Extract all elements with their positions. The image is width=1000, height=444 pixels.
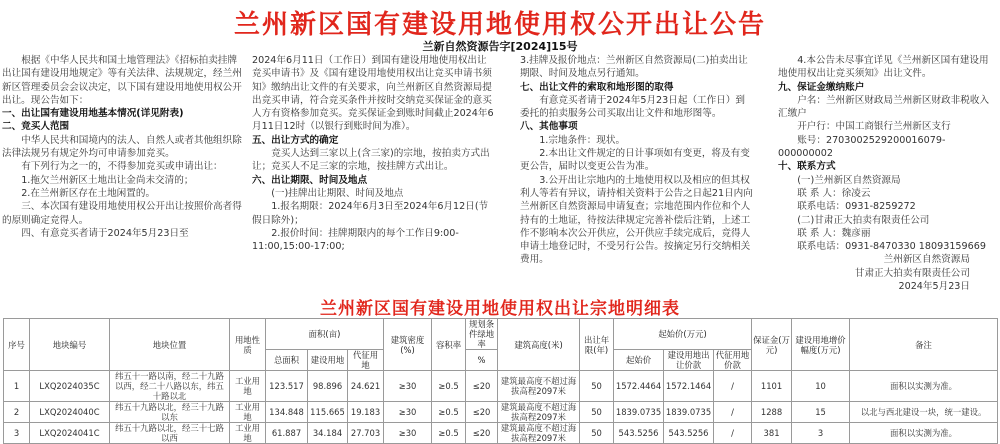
cell-note: 以北与西北建设一块，统一建设。 xyxy=(850,402,998,423)
cell-loc: 纬五十一路以南，经二十九路以西，经二十八路以东，纬五十路以北 xyxy=(110,371,230,402)
col1-paragraph: 一、出让国有建设用地基本情况(详见附表) xyxy=(2,108,184,120)
cell-code: LXQ2024041C xyxy=(30,423,110,444)
cell-use: 工业用地 xyxy=(230,371,266,402)
cell-far: ≥0.5 xyxy=(432,371,466,402)
col2-paragraph: 2024年6月11日（工作日）到国有建设用地使用权出让竞买申请书》及《国有建设用地使用权出让竞买申请书须知》缴纳出让文件的有关要求，向兰州新区自然资源局提出竞买申请，符合竞买条件并按时交纳竞买保证金的意买人方有资格参加竞买。竞买保证金到账时间截止2024年6月11日12时（以银行到账时间为准）。 xyxy=(252,55,494,133)
cell-deposit: 1288 xyxy=(752,402,792,423)
header-years: 出让年限(年) xyxy=(580,319,614,371)
col4-paragraph: 联系电话：0931-8259272 xyxy=(797,201,916,213)
col3-paragraph: 有意竞买者请于2024年5月23日起（工作日）到委托的拍卖服务公司买取出让文件和地形图等。 xyxy=(520,94,746,120)
header-area-group: 面积(亩) xyxy=(266,319,384,350)
cell-height: 建筑最高度不超过海拔高程2097米 xyxy=(498,423,580,444)
header-green: % xyxy=(466,350,498,371)
cell-use: 工业用地 xyxy=(230,423,266,444)
table-row xyxy=(4,402,998,423)
cell-far: ≥0.5 xyxy=(432,402,466,423)
col4-paragraph: 开户行：中国工商银行兰州新区支行 xyxy=(797,121,951,133)
header-note: 备注 xyxy=(850,319,998,371)
cell-far: ≥0.5 xyxy=(432,423,466,444)
cell-area-build: 34.184 xyxy=(308,423,348,444)
cell-green: ≤20 xyxy=(466,371,498,402)
cell-area-total: 134.848 xyxy=(266,402,308,423)
header-green-group: 规划条件绿地率 xyxy=(466,319,498,350)
col2-paragraph: 竞买人达到三家以上(含三家)的宗地，按拍卖方式出让；竞买人不足三家的宗地，按挂牌方式出让。 xyxy=(252,148,490,173)
col4-paragraph: 联 系 人：魏彦丽 xyxy=(797,227,871,239)
col1-paragraph: 2.在兰州新区存在土地闲置的。 xyxy=(21,187,156,199)
cell-step: 15 xyxy=(792,402,850,423)
cell-area-total: 61.887 xyxy=(266,423,308,444)
document-number: 兰新自然资源告字[2024]15号 xyxy=(422,40,578,53)
col4-paragraph: 兰州新区自然资源局 xyxy=(883,254,970,266)
col3-paragraph: 3.公开出让宗地内的土地使用权以及相应的但其权利人等若有异议，请持相关资料于公告之日起21日内向兰州新区自然资源局申请复查；宗地范围内作位和个人持有的土地证，待按法律规定完善补偿后注销，上述工作不影响本次公开供应，公开供应手续完成后，竞得人申请土地登记时，不受另行公告。按摘定另行交纳相关费用。 xyxy=(520,174,753,266)
cell-price-build: 1572.1464 xyxy=(664,371,714,402)
col4-paragraph: (一)兰州新区自然资源局 xyxy=(797,174,901,186)
header-far: 容积率 xyxy=(432,319,466,371)
col1-paragraph: 三、本次国有建设用地使用权公开出让按照价高者得的原则确定竞得人。 xyxy=(2,201,242,226)
col2-paragraph: 1.报名期限：2024年6月3日至2024年6月12日(节假日除外)； xyxy=(252,201,489,226)
cell-step: 10 xyxy=(792,371,850,402)
cell-area-build: 115.665 xyxy=(308,402,348,423)
header-height: 建筑高度(米) xyxy=(498,319,580,371)
header-use: 用地性质 xyxy=(230,319,266,371)
cell-years: 50 xyxy=(580,423,614,444)
cell-no: 2 xyxy=(4,402,30,423)
cell-height: 建筑最高度不超过海拔高程2097米 xyxy=(498,371,580,402)
cell-step: 3 xyxy=(792,423,850,444)
col3-paragraph: 2.本出让文件规定的日计事项如有变更，将及有变更公告，届时以变更公告为准。 xyxy=(520,148,750,173)
notice-column-3 xyxy=(520,54,754,267)
cell-no: 3 xyxy=(4,423,30,444)
cell-deposit: 381 xyxy=(752,423,792,444)
col1-paragraph: 二、竞买人范围 xyxy=(2,121,70,133)
header-price-road: 代征用地价款 xyxy=(714,350,752,371)
header-price-group: 起始价(万元) xyxy=(614,319,752,350)
col3-paragraph: 1.宗地条件：现状。 xyxy=(539,134,626,146)
cell-green: ≤20 xyxy=(466,402,498,423)
cell-loc: 纬五十九路以北，经三十七路以西 xyxy=(110,423,230,444)
cell-price-start: 1839.0735 xyxy=(614,402,664,423)
col4-paragraph: 联 系 人：徐凌云 xyxy=(797,187,871,199)
col2-paragraph: 2.报价时间：挂牌期限内的每个工作日9:00-11:00,15:00-17:00; xyxy=(252,227,459,253)
header-location: 地块位置 xyxy=(110,319,230,371)
col1-paragraph: 根据《中华人民共和国土地管理法》《招标拍卖挂牌出让国有建设用地规定》等有关法律、法规规定，经兰州新区管理委员会会议决定，以下国有建设用地使用权公开出让。现公告如下： xyxy=(2,55,242,106)
col1-paragraph: 四、有意竞买者请于2024年5月23日至 xyxy=(21,227,189,239)
notice-column-1 xyxy=(2,54,242,240)
col2-paragraph: (一)挂牌出让期限、时间及地点 xyxy=(271,187,404,199)
col3-paragraph: 八、其他事项 xyxy=(520,121,578,133)
cell-area-road: 19.183 xyxy=(348,402,384,423)
col4-paragraph: 九、保证金缴纳账户 xyxy=(778,81,865,93)
cell-density: ≥30 xyxy=(384,423,432,444)
cell-price-build: 1839.0735 xyxy=(664,402,714,423)
col2-paragraph: 六、出让期限、时间及地点 xyxy=(252,174,368,186)
table-title: 兰州新区国有建设用地使用权出让宗地明细表 xyxy=(320,299,680,319)
col4-paragraph: 2024年5月23日 xyxy=(898,281,970,293)
cell-area-road: 27.703 xyxy=(348,423,384,444)
cell-height: 建筑最高度不超过海拔高程2097米 xyxy=(498,402,580,423)
cell-price-road: / xyxy=(714,423,752,444)
col1-paragraph: 有下列行为之一的，不得参加竞买或申请出让： xyxy=(21,161,223,173)
col4-paragraph: 联系电话：0931-8470330 18093159669 xyxy=(797,241,986,253)
cell-density: ≥30 xyxy=(384,371,432,402)
col4-paragraph: 4.本公告未尽事宜详见《兰州新区国有建设用地使用权出让竞买须知》出让文件。 xyxy=(778,55,989,80)
cell-loc: 纬五十九路以北，经三十九路以东 xyxy=(110,402,230,423)
cell-code: LXQ2024040C xyxy=(30,402,110,423)
cell-price-road: / xyxy=(714,371,752,402)
col4-paragraph: 甘肃正大拍卖有限责任公司 xyxy=(854,267,970,279)
notice-column-4 xyxy=(778,54,998,293)
cell-note: 面积以实测为准。 xyxy=(850,423,998,444)
col2-paragraph: 五、出让方式的确定 xyxy=(252,134,339,146)
cell-price-start: 1572.4464 xyxy=(614,371,664,402)
col3-paragraph: 七、出让文件的索取和地形图的取得 xyxy=(520,81,674,93)
cell-price-build: 543.5256 xyxy=(664,423,714,444)
cell-code: LXQ2024035C xyxy=(30,371,110,402)
header-area-build: 建设用地 xyxy=(308,350,348,371)
table-row xyxy=(4,371,998,402)
notice-column-2 xyxy=(252,54,496,253)
col4-paragraph: 十、联系方式 xyxy=(778,161,836,173)
cell-no: 1 xyxy=(4,371,30,402)
cell-density: ≥30 xyxy=(384,402,432,423)
table-row xyxy=(4,423,998,444)
col4-paragraph: (二)甘肃正大拍卖有限责任公司 xyxy=(797,214,930,226)
col1-paragraph: 中华人民共和国境内的法人、自然人或者其他组织除法律法规另有规定外均可申请参加竞买。 xyxy=(2,134,242,160)
header-code: 地块编号 xyxy=(30,319,110,371)
col3-paragraph: 3.挂牌及报价地点：兰州新区自然资源局(二)拍卖出让期限、时间及地点另行通知。 xyxy=(520,55,748,80)
header-price-start: 起始价 xyxy=(614,350,664,371)
col4-paragraph: 账号：2703002529200016079-000000002 xyxy=(778,134,946,160)
cell-area-build: 98.896 xyxy=(308,371,348,402)
header-price-build: 建设用地出让价款 xyxy=(664,350,714,371)
cell-years: 50 xyxy=(580,371,614,402)
cell-area-total: 123.517 xyxy=(266,371,308,402)
header-deposit: 保证金(万元) xyxy=(752,319,792,371)
parcel-table xyxy=(3,318,998,444)
header-density: 建筑密度(%) xyxy=(384,319,432,371)
notice-title: 兰州新区国有建设用地使用权公开出让公告 xyxy=(233,10,766,40)
cell-price-start: 543.5256 xyxy=(614,423,664,444)
cell-note: 面积以实测为准。 xyxy=(850,371,998,402)
col4-paragraph: 户名：兰州新区财政局兰州新区财政非税收入汇缴户 xyxy=(778,94,990,120)
header-step: 建设用地增价幅度(万元) xyxy=(792,319,850,371)
cell-years: 50 xyxy=(580,402,614,423)
header-area-total: 总面积 xyxy=(266,350,308,371)
cell-price-road: / xyxy=(714,402,752,423)
cell-area-road: 24.621 xyxy=(348,371,384,402)
cell-use: 工业用地 xyxy=(230,402,266,423)
col1-paragraph: 1.拖欠兰州新区土地出让金尚未交清的； xyxy=(21,174,194,186)
cell-green: ≤20 xyxy=(466,423,498,444)
cell-deposit: 1101 xyxy=(752,371,792,402)
header-area-road: 代征用地 xyxy=(348,350,384,371)
header-no: 序号 xyxy=(4,319,30,371)
